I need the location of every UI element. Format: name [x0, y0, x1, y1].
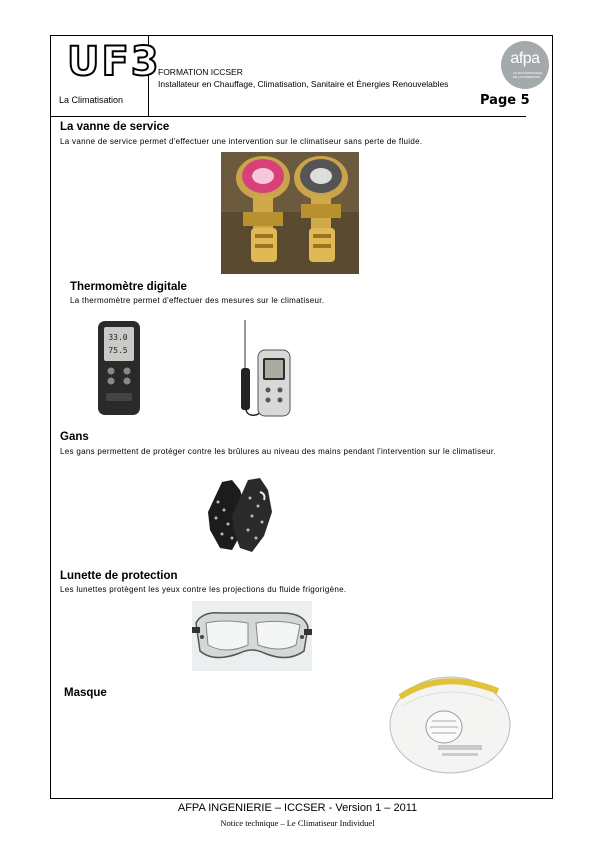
- module-logo: UF3: [67, 39, 161, 85]
- section-title-service-valve: La vanne de service: [60, 121, 170, 133]
- header-module-box: [51, 36, 161, 116]
- footer-title: AFPA INGENIERIE – ICCSER - Version 1 – 2011: [177, 802, 418, 814]
- footer-subtitle: Notice technique – Le Climatiseur Individuel: [220, 818, 375, 828]
- afpa-logo: [501, 41, 549, 89]
- formation-title: FORMATION ICCSER: [158, 67, 243, 77]
- section-title-mask: Masque: [64, 687, 107, 699]
- gloves-image: [202, 472, 278, 554]
- section-text-thermometer: La thermomètre permet d'effectuer des mesures sur le climatiseur.: [70, 296, 325, 305]
- page-number: Page 5: [480, 93, 530, 108]
- section-title-thermometer: Thermomètre digitale: [70, 281, 187, 293]
- probe-thermometer-image: [236, 318, 292, 418]
- afpa-logo-text: afpa: [510, 50, 540, 67]
- afpa-logo-tagline: LE PROFESSIONNEL DE LA FORMATION: [513, 71, 543, 79]
- header-divider: [51, 116, 526, 117]
- mask-image: [382, 671, 512, 781]
- formation-info: [158, 67, 458, 90]
- thermometer-reading-bottom: 75.5: [108, 346, 128, 355]
- section-text-gloves: Les gans permettent de protéger contre les brûlures au niveau des mains pendant l'intervention sur le climatiseur.: [60, 447, 496, 456]
- thermometer-reading-top: 33.0: [108, 333, 128, 342]
- section-title-gloves: Gans: [60, 431, 89, 443]
- safety-goggles-image: [192, 601, 312, 671]
- service-valve-image: [221, 152, 359, 274]
- section-text-goggles: Les lunettes protègent les yeux contre les projections du fluide frigorigène.: [60, 585, 347, 594]
- subject-label: La Climatisation: [59, 95, 124, 105]
- section-text-service-valve: La vanne de service permet d'effectuer une intervention sur le climatiseur sans perte de fluide.: [60, 137, 423, 146]
- formation-description: Installateur en Chauffage, Climatisation, Sanitaire et Énergies Renouvelables: [158, 78, 449, 89]
- digital-thermometer-image: [96, 319, 142, 417]
- section-title-goggles: Lunette de protection: [60, 570, 178, 582]
